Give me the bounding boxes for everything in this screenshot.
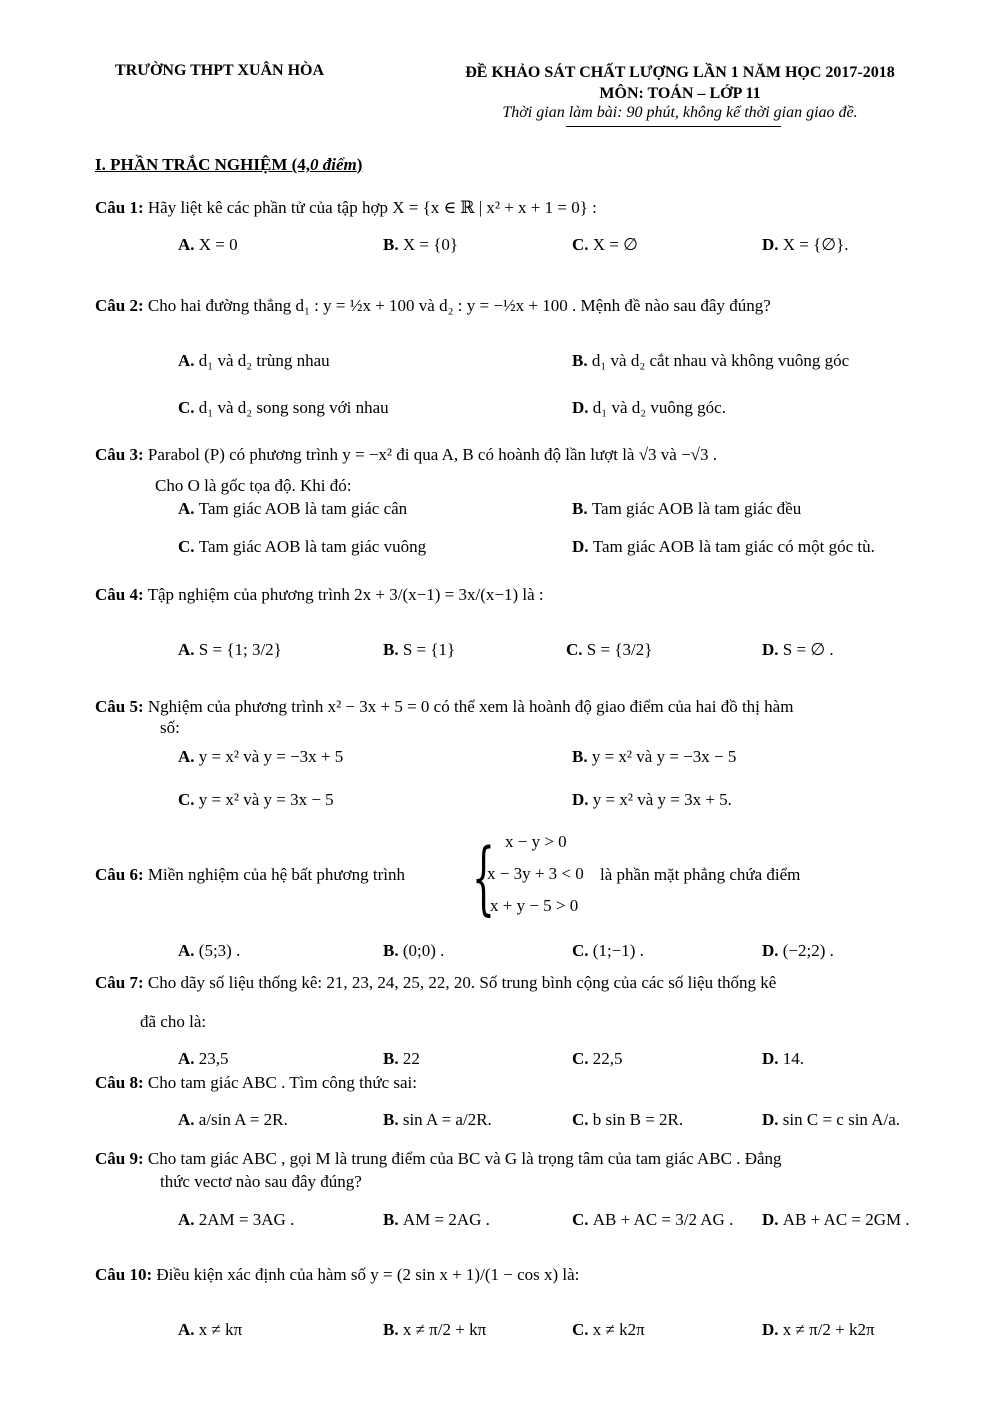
question-continuation: đã cho là:	[140, 1012, 207, 1031]
option-text: y = x² và y = 3x − 5	[198, 790, 334, 809]
option-b[interactable]	[383, 1320, 486, 1340]
section-title-text: I. PHẦN TRẮC NGHIỆM (4,	[95, 155, 311, 174]
question-text: Tập nghiệm của phương trình 2x + 3/(x−1) = 3x/(x−1) là :	[147, 585, 544, 604]
option-letter: C.	[178, 790, 199, 809]
exam-title-block	[420, 62, 940, 104]
system-line-2: x − 3y + 3 < 0	[487, 864, 584, 883]
option-letter: A.	[178, 747, 199, 766]
option-d[interactable]	[762, 1110, 900, 1130]
option-text: y = x² và y = −3x + 5	[198, 747, 344, 766]
option-b[interactable]	[383, 941, 444, 961]
option-letter: B.	[383, 1049, 403, 1068]
option-text: S = {1; 3/2}	[198, 640, 282, 659]
section-title-end: )	[356, 155, 363, 174]
school-name: TRƯỜNG THPT XUÂN HÒA	[115, 62, 325, 79]
option-letter: B.	[383, 1110, 403, 1129]
option-a[interactable]	[178, 351, 330, 371]
option-letter: B.	[383, 640, 403, 659]
question-7	[95, 973, 776, 993]
option-text: 14.	[782, 1049, 805, 1068]
option-text: x ≠ k2π	[592, 1320, 645, 1339]
option-letter: C.	[572, 1320, 593, 1339]
question-text-after: là phần mặt phẳng chứa điểm	[600, 865, 801, 884]
question-label: Câu 6:	[95, 865, 144, 884]
option-text: AB + AC = 2GM .	[782, 1210, 910, 1229]
option-d[interactable]	[762, 1049, 804, 1069]
question-text: Cho dãy số liệu thống kê: 21, 23, 24, 25, 22, 20. Số trung bình cộng của các số liệu thống kê	[147, 973, 777, 992]
option-text: d₁ và d₂ trùng nhau	[198, 351, 330, 370]
option-b[interactable]	[572, 747, 736, 767]
option-c[interactable]	[572, 1210, 733, 1230]
option-b[interactable]	[383, 235, 458, 255]
option-letter: D.	[572, 398, 593, 417]
option-b[interactable]	[383, 640, 455, 660]
question-text: Parabol (P) có phương trình y = −x² đi qua A, B có hoành độ lần lượt là √3 và −√3 .	[147, 445, 718, 464]
option-a[interactable]	[178, 1210, 294, 1230]
option-text: x ≠ π/2 + kπ	[402, 1320, 487, 1339]
option-letter: D.	[572, 537, 593, 556]
section-title	[95, 155, 362, 175]
option-a[interactable]	[178, 1049, 229, 1069]
option-text: (−2;2) .	[782, 941, 834, 960]
option-text: b sin B = 2R.	[592, 1110, 684, 1129]
question-continuation: Cho O là gốc tọa độ. Khi đó:	[155, 476, 352, 495]
option-text: AM = 2AG .	[402, 1210, 490, 1229]
option-text: S = ∅ .	[782, 640, 834, 659]
question-text: Miền nghiệm của hệ bất phương trình	[147, 865, 405, 884]
option-text: X = 0	[198, 235, 238, 254]
option-letter: B.	[572, 351, 592, 370]
option-letter: A.	[178, 1110, 199, 1129]
option-c[interactable]	[178, 537, 426, 557]
option-text: x ≠ kπ	[198, 1320, 243, 1339]
option-text: a/sin A = 2R.	[198, 1110, 288, 1129]
option-d[interactable]	[762, 235, 849, 255]
option-text: (5;3) .	[198, 941, 241, 960]
question-5	[95, 697, 793, 717]
option-letter: C.	[572, 235, 593, 254]
option-b[interactable]	[383, 1210, 490, 1230]
option-letter: C.	[572, 1049, 593, 1068]
option-c[interactable]	[178, 398, 389, 418]
question-text: Hãy liệt kê các phần tử của tập hợp X = {x ∈ ℝ | x² + x + 1 = 0} :	[147, 198, 597, 217]
exam-time-note: Thời gian làm bài: 90 phút, không kể thời gian giao đề.	[502, 104, 858, 121]
option-text: S = {1}	[402, 640, 456, 659]
question-text: Nghiệm của phương trình x² − 3x + 5 = 0 có thể xem là hoành độ giao điểm của hai đồ thị hàm	[147, 697, 794, 716]
exam-subject: MÔN: TOÁN – LỚP 11	[599, 85, 761, 102]
question-10	[95, 1265, 579, 1285]
exam-title: ĐỀ KHẢO SÁT CHẤT LƯỢNG LẦN 1 NĂM HỌC 2017-2018	[465, 64, 895, 81]
question-text: Cho tam giác ABC . Tìm công thức sai:	[147, 1073, 417, 1092]
question-label: Câu 8:	[95, 1073, 144, 1092]
option-text: d₁ và d₂ vuông góc.	[592, 398, 726, 417]
option-text: 22	[402, 1049, 420, 1068]
option-letter: B.	[383, 941, 403, 960]
option-letter: A.	[178, 351, 199, 370]
option-d[interactable]	[762, 941, 834, 961]
question-8	[95, 1073, 417, 1093]
option-c[interactable]	[572, 1110, 683, 1130]
option-text: 2AM = 3AG .	[198, 1210, 295, 1229]
option-text: Tam giác AOB là tam giác có một góc tù.	[592, 537, 875, 556]
option-letter: C.	[178, 537, 199, 556]
option-letter: D.	[762, 1110, 783, 1129]
question-label: Câu 3:	[95, 445, 144, 464]
option-letter: B.	[572, 499, 592, 518]
option-c[interactable]	[572, 941, 644, 961]
option-letter: A.	[178, 499, 199, 518]
section-title-points: 0 điểm	[310, 155, 357, 174]
option-letter: A.	[178, 640, 199, 659]
option-text: X = {∅}.	[782, 235, 849, 254]
question-2	[95, 296, 771, 316]
option-letter: C.	[572, 941, 593, 960]
system-line-3: x + y − 5 > 0	[490, 896, 579, 915]
option-letter: D.	[572, 790, 593, 809]
question-label: Câu 5:	[95, 697, 144, 716]
question-label: Câu 10:	[95, 1265, 153, 1284]
option-text: x ≠ π/2 + k2π	[782, 1320, 875, 1339]
option-b[interactable]	[572, 499, 801, 519]
option-letter: D.	[762, 640, 783, 659]
question-label: Câu 9:	[95, 1149, 144, 1168]
question-label: Câu 2:	[95, 296, 144, 315]
option-text: 22,5	[592, 1049, 623, 1068]
option-c[interactable]	[572, 235, 638, 255]
option-text: X = {0}	[402, 235, 459, 254]
option-d[interactable]	[762, 640, 834, 660]
option-a[interactable]	[178, 235, 238, 255]
option-text: X = ∅	[592, 235, 638, 254]
question-label: Câu 1:	[95, 198, 144, 217]
option-letter: C.	[572, 1110, 593, 1129]
question-3	[95, 445, 717, 465]
option-text: d₁ và d₂ song song với nhau	[198, 398, 389, 417]
question-text: Cho hai đường thẳng d₁ : y = ½x + 100 và d₂ : y = −½x + 100 . Mệnh đề nào sau đây đúng?	[147, 296, 771, 315]
option-letter: D.	[762, 1210, 783, 1229]
option-text: y = x² và y = 3x + 5.	[592, 790, 732, 809]
option-letter: D.	[762, 1049, 783, 1068]
option-a[interactable]	[178, 499, 407, 519]
option-d[interactable]	[762, 1210, 910, 1230]
question-9	[95, 1149, 782, 1169]
question-text: Cho tam giác ABC , gọi M là trung điểm của BC và G là trọng tâm của tam giác ABC . Đẳng	[147, 1149, 782, 1168]
option-letter: B.	[383, 1320, 403, 1339]
system-brace: {	[472, 831, 495, 924]
option-letter: B.	[383, 1210, 403, 1229]
option-letter: C.	[178, 398, 199, 417]
option-b[interactable]	[383, 1049, 420, 1069]
option-d[interactable]	[572, 537, 875, 557]
system-line-1: x − y > 0	[505, 832, 567, 851]
option-text: sin A = a/2R.	[402, 1110, 492, 1129]
option-letter: A.	[178, 1210, 199, 1229]
option-letter: A.	[178, 1320, 199, 1339]
option-text: Tam giác AOB là tam giác vuông	[198, 537, 427, 556]
option-letter: D.	[762, 1320, 783, 1339]
option-c[interactable]	[566, 640, 652, 660]
option-a[interactable]	[178, 1320, 242, 1340]
question-4	[95, 585, 544, 605]
option-d[interactable]	[572, 790, 732, 810]
option-d[interactable]	[762, 1320, 875, 1340]
option-text: (1;−1) .	[592, 941, 644, 960]
option-text: S = {3/2}	[586, 640, 653, 659]
option-letter: C.	[566, 640, 587, 659]
header-divider	[566, 126, 781, 127]
option-a[interactable]	[178, 747, 343, 767]
question-1	[95, 198, 597, 218]
question-6	[95, 865, 405, 885]
option-text: y = x² và y = −3x − 5	[591, 747, 737, 766]
option-letter: A.	[178, 1049, 199, 1068]
option-letter: B.	[383, 235, 403, 254]
question-label: Câu 4:	[95, 585, 144, 604]
option-text: (0;0) .	[402, 941, 445, 960]
question-continuation: thức vectơ nào sau đây đúng?	[160, 1172, 362, 1191]
question-continuation: số:	[160, 718, 180, 737]
option-letter: A.	[178, 235, 199, 254]
option-letter: D.	[762, 235, 783, 254]
option-text: 23,5	[198, 1049, 229, 1068]
option-text: Tam giác AOB là tam giác cân	[198, 499, 408, 518]
option-a[interactable]	[178, 1110, 288, 1130]
option-letter: A.	[178, 941, 199, 960]
option-d[interactable]	[572, 398, 726, 418]
option-text: AB + AC = 3/2 AG .	[592, 1210, 734, 1229]
option-letter: C.	[572, 1210, 593, 1229]
option-c[interactable]	[572, 1320, 645, 1340]
question-text: Điều kiện xác định của hàm số y = (2 sin x + 1)/(1 − cos x) là:	[156, 1265, 580, 1284]
option-c[interactable]	[572, 1049, 623, 1069]
option-text: sin C = c sin A/a.	[782, 1110, 901, 1129]
option-b[interactable]	[383, 1110, 492, 1130]
option-a[interactable]	[178, 640, 282, 660]
question-label: Câu 7:	[95, 973, 144, 992]
option-letter: B.	[572, 747, 592, 766]
option-text: d₁ và d₂ cắt nhau và không vuông góc	[591, 351, 850, 370]
option-letter: D.	[762, 941, 783, 960]
option-b[interactable]	[572, 351, 849, 371]
option-c[interactable]	[178, 790, 334, 810]
option-a[interactable]	[178, 941, 240, 961]
option-text: Tam giác AOB là tam giác đều	[591, 499, 802, 518]
